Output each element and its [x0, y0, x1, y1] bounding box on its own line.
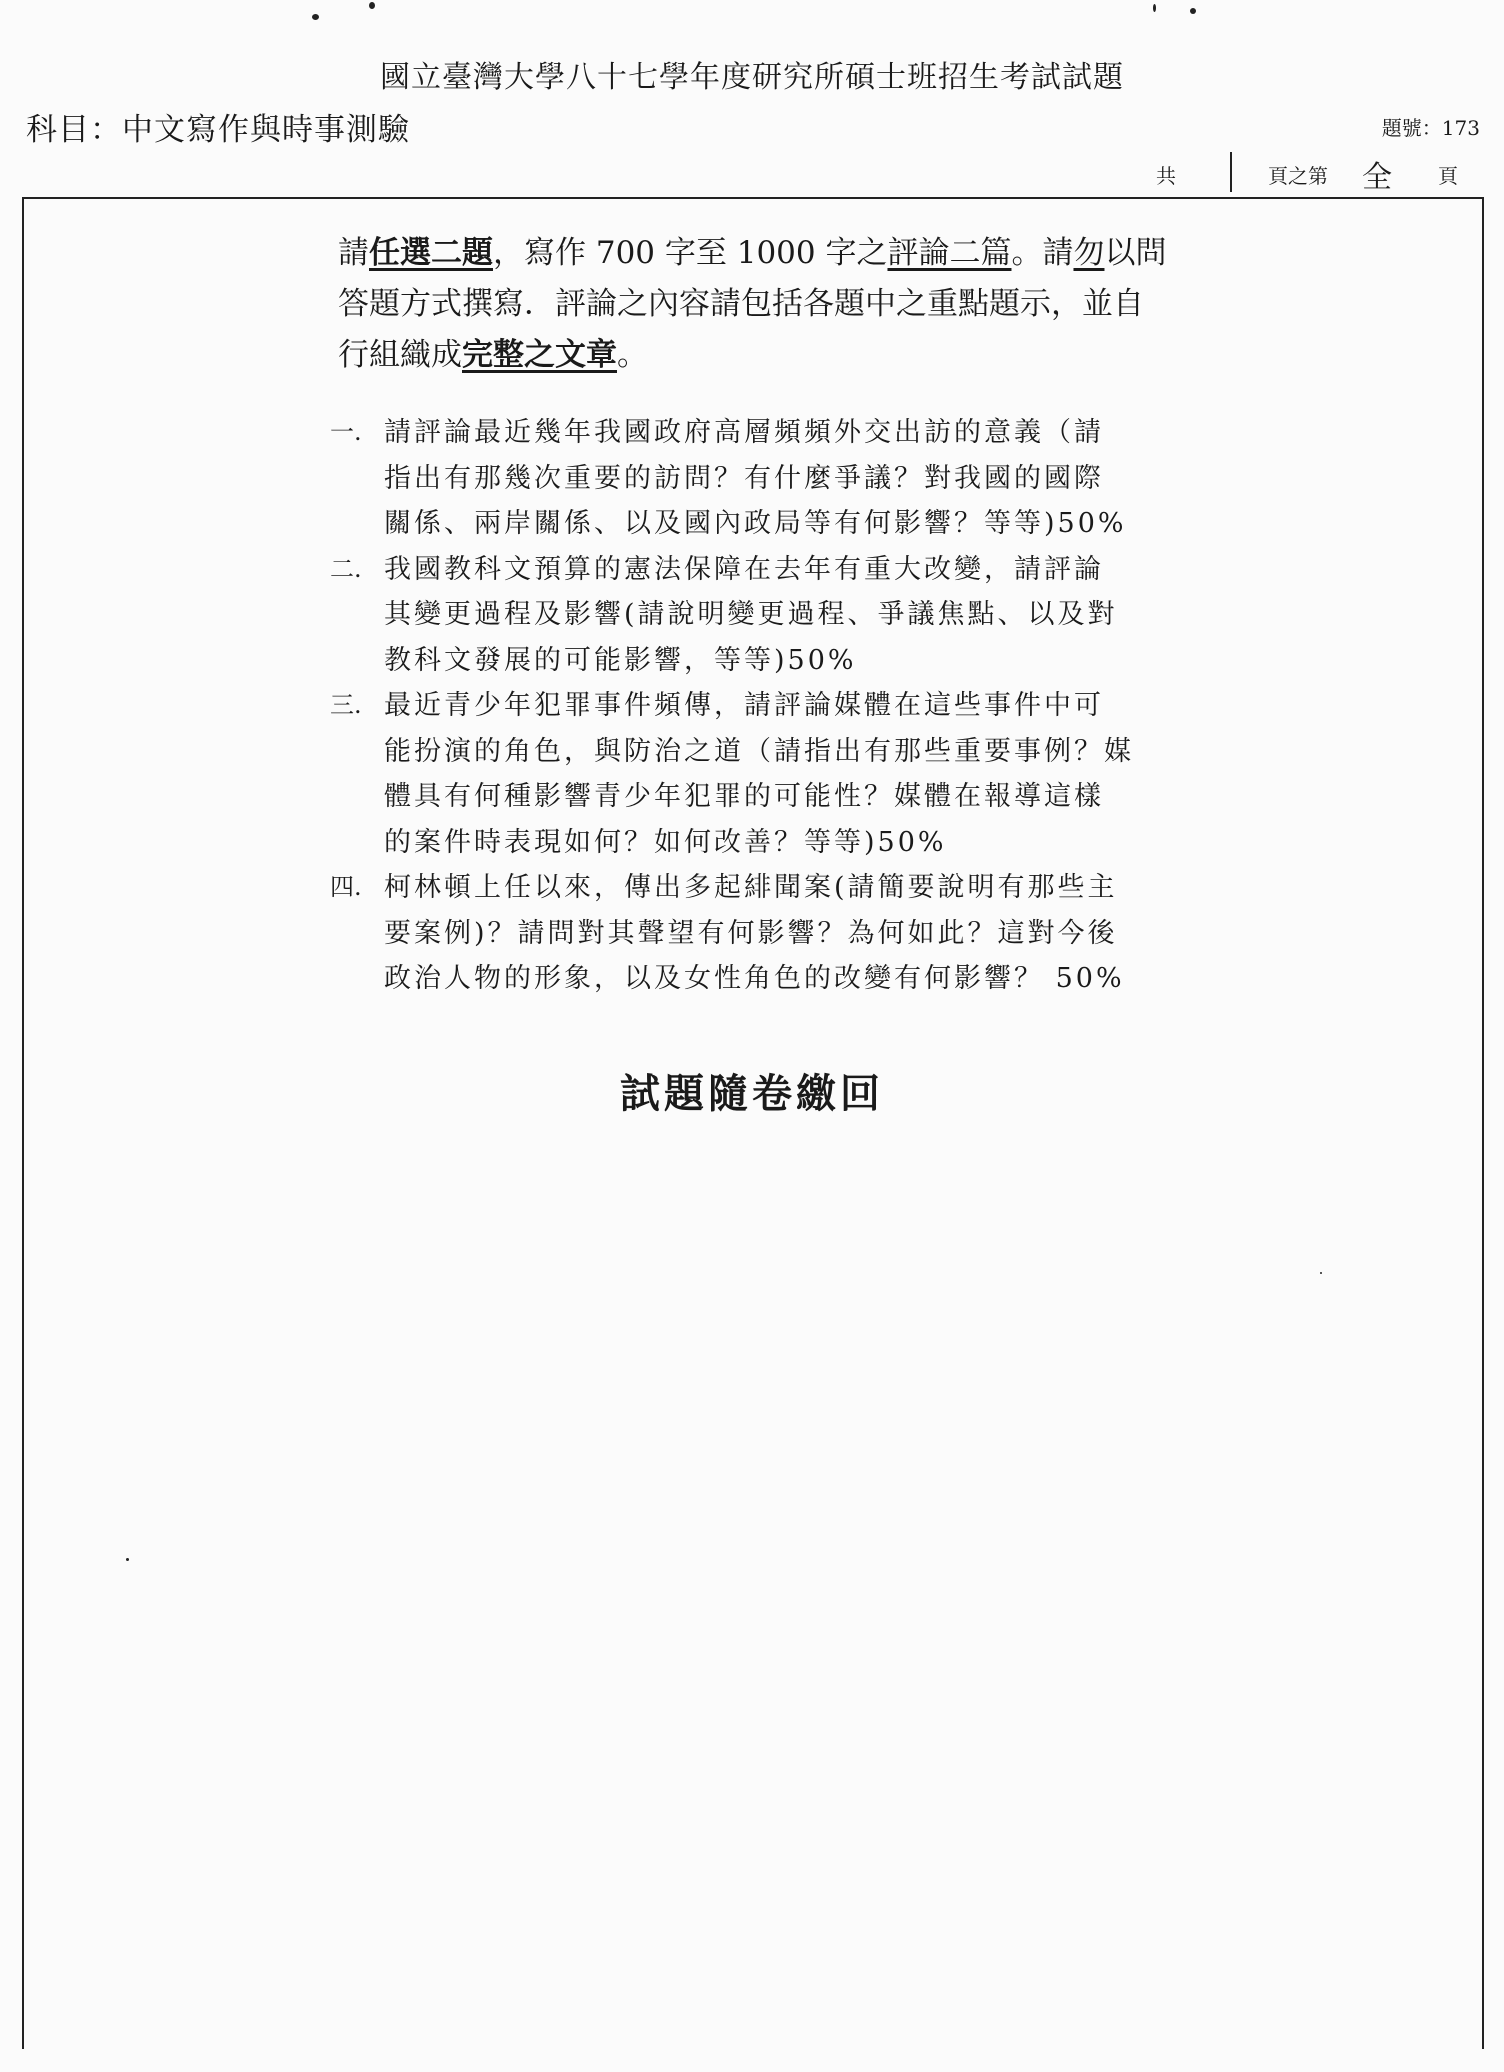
question-line: 其變更過程及影響(請說明變更過程、爭議焦點、以及對	[384, 599, 1118, 630]
instructions-emphasis: 任選二題	[369, 235, 493, 271]
instructions-text: 請	[338, 235, 369, 271]
question-item	[330, 865, 1250, 1002]
question-line: 請評論最近幾年我國政府高層頻頻外交出訪的意義（請	[384, 417, 1104, 448]
page-of-label: 頁之第	[1268, 164, 1328, 188]
question-line: 最近青少年犯罪事件頻傳，請評論媒體在這些事件中可	[384, 690, 1104, 721]
instructions-text: ，寫作 700 字至 1000 字之	[493, 235, 888, 271]
question-item	[330, 683, 1250, 865]
question-number: 一.	[330, 418, 362, 446]
question-line: 的案件時表現如何？如何改善？等等)50%	[384, 826, 947, 858]
instructions-emphasis: 勿	[1073, 235, 1105, 271]
page-count-divider	[1230, 152, 1232, 192]
instructions-emphasis: 完整之文章	[462, 337, 617, 373]
instructions-emphasis: 評論二篇	[887, 235, 1012, 271]
frame-right-border	[1482, 199, 1484, 2049]
exam-subject: 科目：中文寫作與時事測驗	[26, 112, 410, 148]
question-line: 關係、兩岸關係、以及國內政局等有何影響？等等)50%	[384, 508, 1127, 539]
instructions-text: 以問	[1104, 235, 1167, 271]
question-line: 政治人物的形象，以及女性角色的改變有何影響？ 50%	[384, 963, 1125, 994]
exam-number: 題號：173	[1381, 116, 1480, 140]
scan-speck	[1153, 4, 1156, 12]
scan-speck	[1190, 8, 1196, 14]
question-line: 要案例)？請問對其聲望有何影響？為何如此？這對今後	[384, 917, 1118, 949]
instructions-text: 行組織成	[338, 337, 462, 373]
question-number: 二.	[330, 554, 362, 583]
exam-title: 國立臺灣大學八十七學年度研究所碩士班招生考試試題	[380, 60, 1124, 95]
question-line: 能扮演的角色，與防治之道（請指出有那些重要事例？媒	[384, 735, 1134, 767]
question-line: 體具有何種影響青少年犯罪的可能性？媒體在報導這樣	[384, 781, 1104, 812]
instructions-text: 。	[617, 337, 648, 373]
scan-speck	[369, 2, 375, 9]
question-line: 指出有那幾次重要的訪問？有什麼爭議？對我國的國際	[384, 462, 1104, 494]
question-item	[330, 547, 1250, 684]
page-value: 全	[1362, 160, 1392, 195]
instructions-line-2: 答題方式撰寫．評論之內容請包括各題中之重點題示，並自	[338, 286, 1144, 322]
instructions-line-1	[338, 228, 1238, 279]
question-number: 三.	[330, 691, 362, 719]
instructions-line-3	[338, 330, 1238, 381]
question-line: 柯林頓上任以來，傳出多起緋聞案(請簡要說明有那些主	[384, 872, 1118, 903]
question-line: 教科文發展的可能影響，等等)50%	[384, 644, 857, 676]
question-line: 我國教科文預算的憲法保障在去年有重大改變，請評論	[384, 553, 1104, 585]
page-suffix: 頁	[1438, 164, 1458, 188]
page-count-row	[1156, 152, 1476, 195]
instructions-text: 。請	[1011, 235, 1074, 271]
instructions	[338, 228, 1238, 381]
question-number: 四.	[330, 873, 362, 901]
question-list	[330, 410, 1250, 1002]
return-exam-note: 試題隨卷繳回	[620, 1070, 884, 1117]
scan-speck	[312, 14, 319, 20]
total-pages-label: 共	[1156, 164, 1176, 188]
question-item	[330, 410, 1250, 547]
